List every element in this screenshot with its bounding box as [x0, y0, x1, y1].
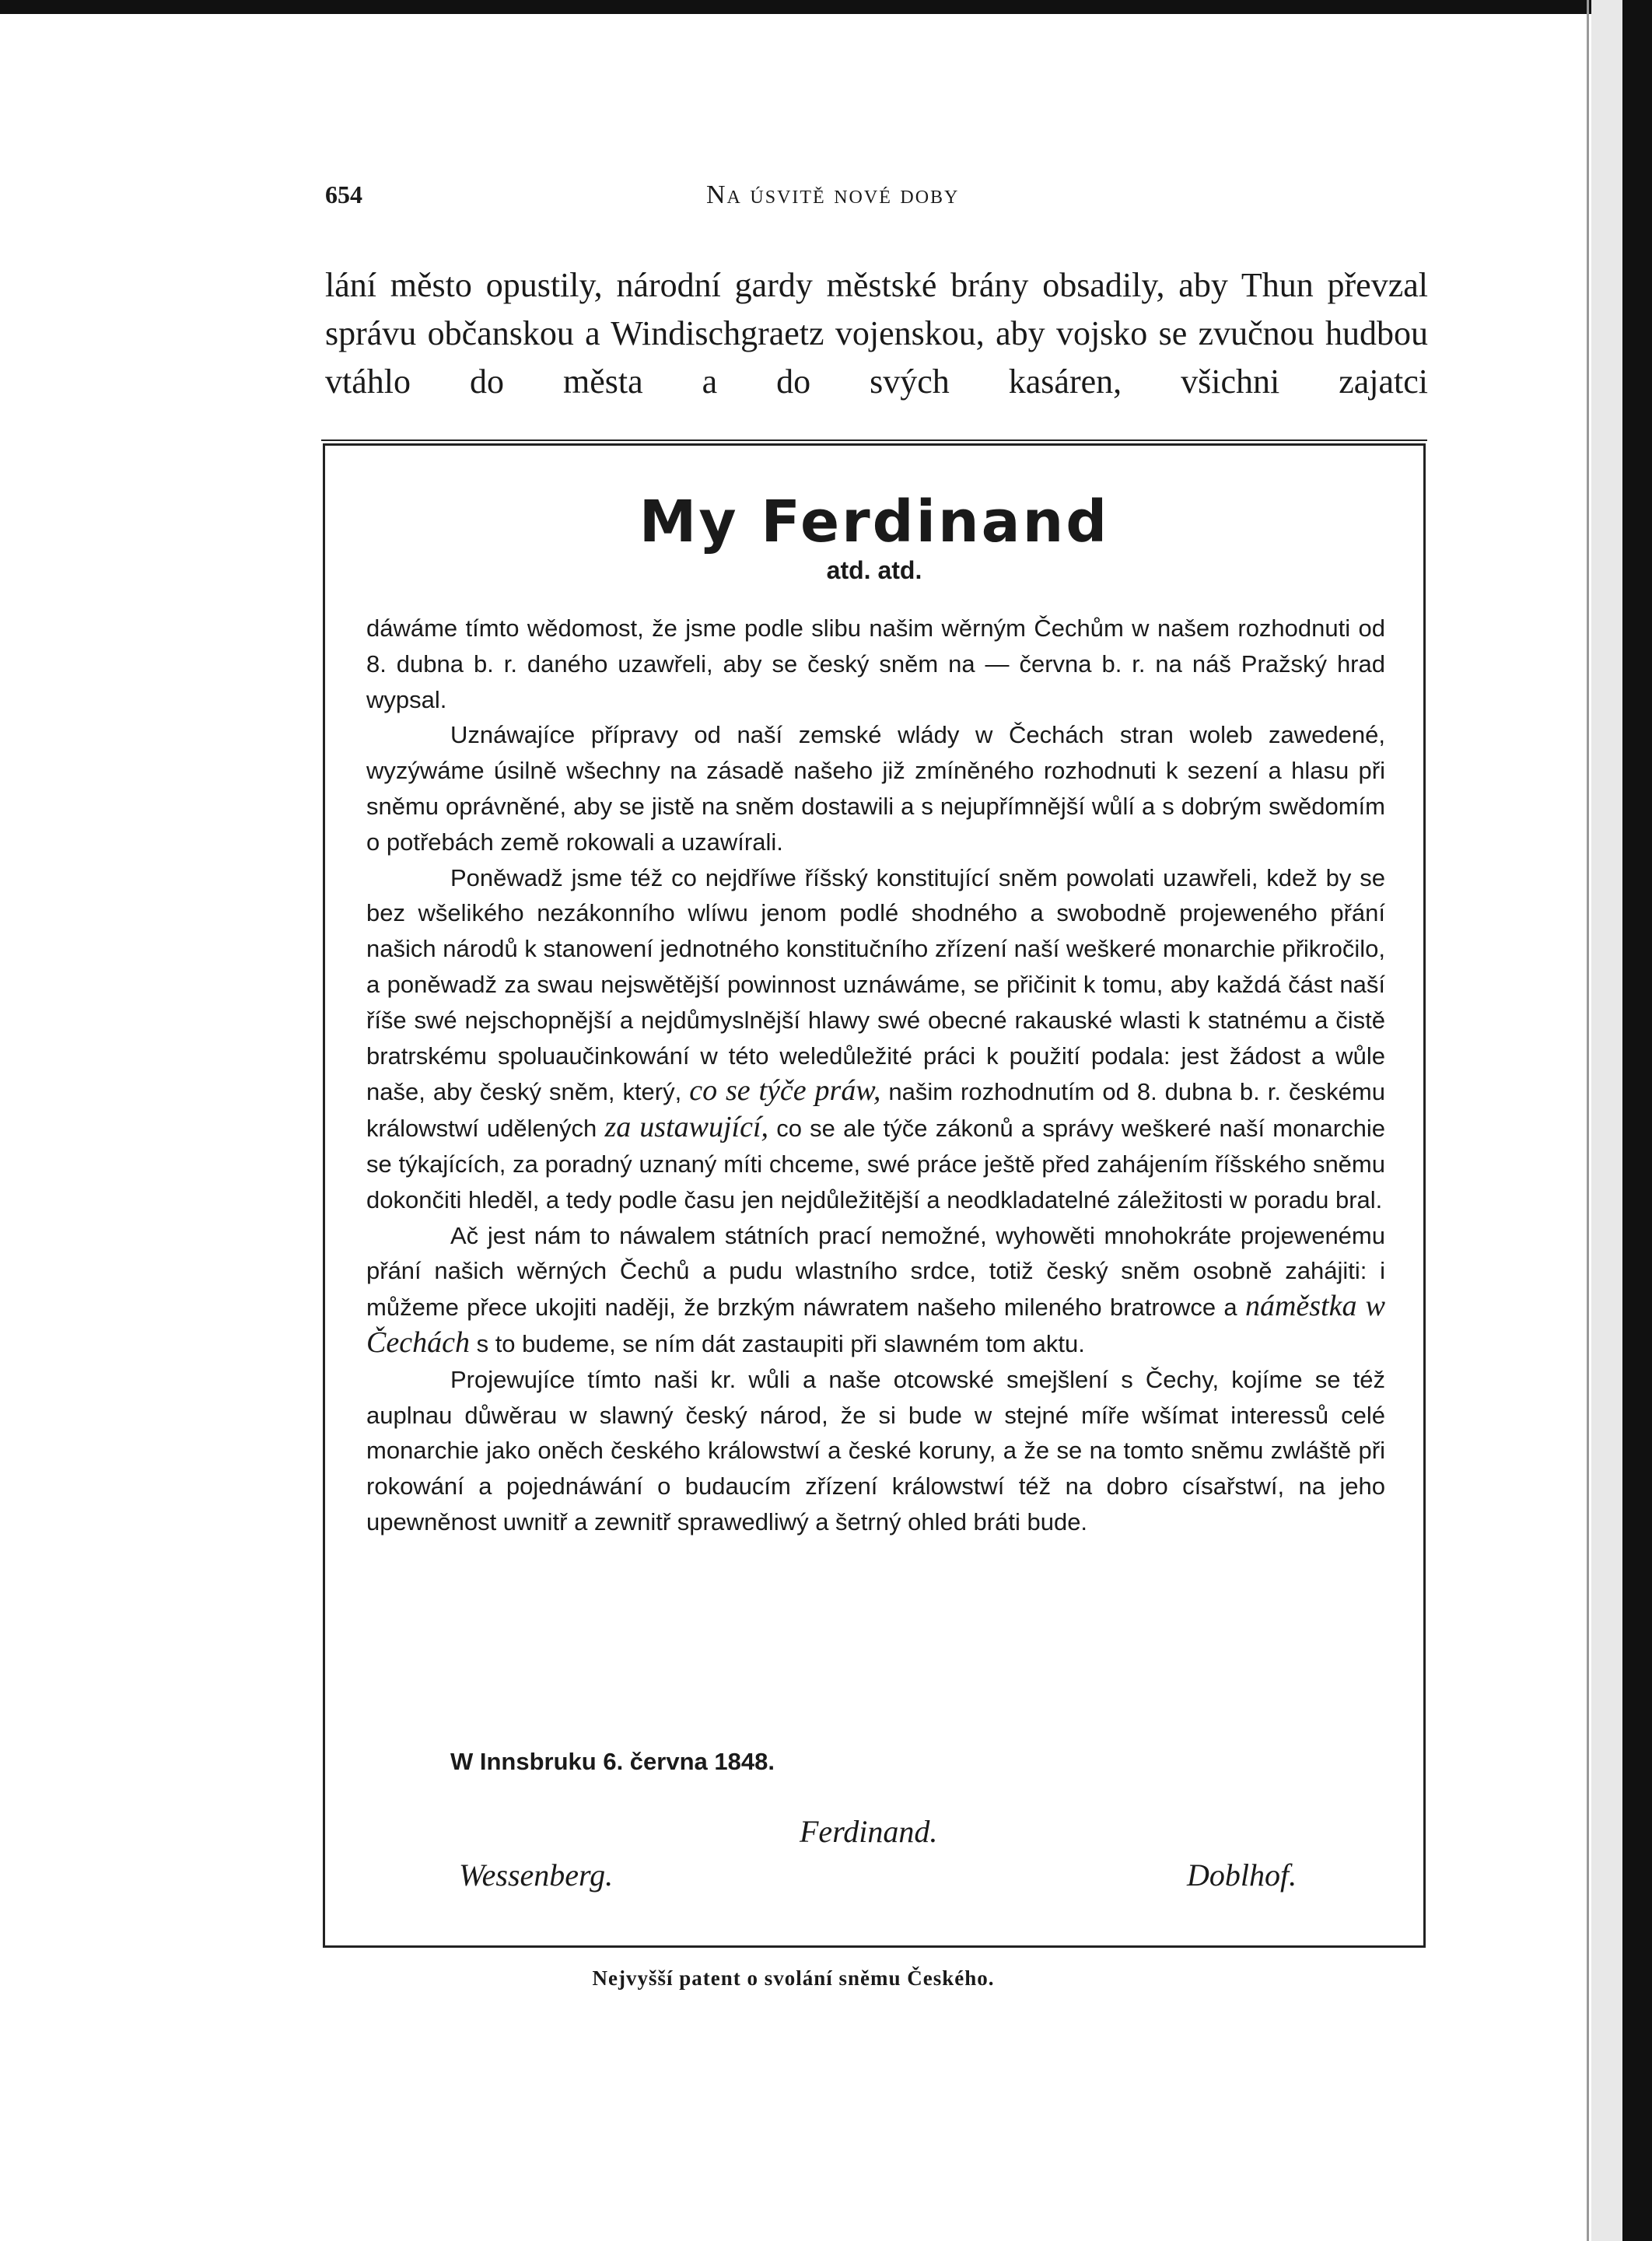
paragraph-4-text-b: s to budeme, se ním dát zastaupiti při slawném tom aktu. [476, 1329, 1085, 1357]
date-line: W Innsbruku 6. června 1848. [450, 1748, 775, 1775]
declaration-paragraph-4 [366, 1218, 1385, 1362]
signature-doblhof: Doblhof. [1187, 1858, 1297, 1893]
running-head [325, 180, 1430, 215]
figure-caption: Nejvyšší patent o svolání sněmu Českého. [592, 1966, 995, 1990]
paragraph-3-text-c: co se ale týče zákonů a správy weškeré naší monarchie se týkajících, za poradný uznaný míti chceme, swé práce ještě před zahájením říšského sněmu dokončiti hleděl, a tedy podle času jen nejdůležitější a neodkladatelné záležitosti w poradu bral. [366, 1115, 1385, 1213]
scan-border-top [0, 0, 1652, 14]
running-title: Na úsvitě nové doby [706, 180, 960, 209]
declaration-paragraph-3 [366, 860, 1385, 1218]
paragraph-4-text-a: Ač jest nám to náwalem státních prací nemožné, wyhowěti mnohokráte projewenému přání našich wěrných Čechů a pudu wlastního srdce, totiž český sněm osobně zahájiti: i můžeme přece ukojiti naději, že brzkým náwratem našeho mileného bratrowce a [366, 1221, 1385, 1322]
declaration-subtitle: atd. atd. [826, 556, 922, 584]
emphasis-co-se-tyce-praw: co se týče práw, [689, 1074, 881, 1108]
declaration-paragraph-1: dáwáme tímto wědomost, že jsme podle slibu našim wěrným Čechům w našem rozhodnuti od 8. dubna b. r. daného uzawřeli, aby se český sněm na — června b. r. na náš Pražský hrad wypsal. [366, 615, 1385, 713]
paragraph-3-text-a: Poněwadž jsme též co nejdříwe říšský konstitující sněm powolati uzawřeli, kdež by se bez wšelikého nezákonního wlíwu jenom podlé shodného a swobodně projeweného přání našich národů k stanowení jednotného konstitučního zřízení naší weškeré monarchie přikročilo, a poněwadž za swau nejswětější powinnost uznáwáme, se přičinit k tomu, aby každá část naší říše swé nejschopnější a nejdůmyslnější hlawy swé obecné rakauské wlasti k statnému a čistě bratrskému spoluaučinkowání w této weledůležité práci k použití podala: jest žádost a wůle naše, aby český sněm, který, [366, 863, 1385, 1106]
declaration-body [366, 611, 1385, 1540]
declaration-frame [323, 443, 1426, 1948]
declaration-title: My Ferdinand [639, 488, 1110, 555]
frame-rule [321, 439, 1427, 441]
emphasis-namestka-w-cechach: náměstka w Čechách [366, 1290, 1385, 1359]
declaration-paragraph-2: Uznáwajíce přípravy od naší zemské wlády w Čechách stran woleb zawedené, wyzýwáme úsilně wšechny na zásadě našeho již zmíněného rozhodnuti k sezení a hlasu při sněmu oprávněné, aby se jistě na sněm dostawili a s nejupřímnější wůlí a s dobrým swědomím o potřebách země rokowali a uzawírali. [366, 721, 1385, 856]
scan-page-edge-line [1587, 0, 1589, 2241]
declaration-paragraph-5: Projewujíce tímto naši kr. wůli a naše otcowské smejšlení s Čechy, kojíme se též auplnau důwěrau w slawný český národ, že si bude w stejné míře wšímat interessů celé monarchie jako oněch českého králowstwí a české koruny, a že se na tomto sněmu zwláště při rokowání a pojednáwání o budaucím zřízení králowstwí též na dobro císařstwí, na jeho upewněnost uwnitř a zewnitř sprawedliwý a šetrný ohled bráti bude. [366, 1365, 1385, 1535]
page-number: 654 [325, 180, 362, 208]
signature-ferdinand: Ferdinand. [800, 1814, 938, 1849]
emphasis-za-ustawujici: za ustawující, [604, 1111, 769, 1144]
scan-border-right [1622, 0, 1652, 2241]
signature-wessenberg: Wessenberg. [459, 1858, 614, 1893]
scan-margin-right [1591, 0, 1622, 2241]
body-text: lání město opustily, národní gardy městské brány obsadily, aby Thun převzal správu občanskou a Windischgraetz vojenskou, aby vojsko se zvučnou hudbou vtáhlo do města a do svých kasáren, všichni zajatci [325, 266, 1428, 401]
paragraph-3-text-b: našim rozhodnutím od 8. dubna b. r. českému králowstwí udělených [366, 1078, 1385, 1143]
